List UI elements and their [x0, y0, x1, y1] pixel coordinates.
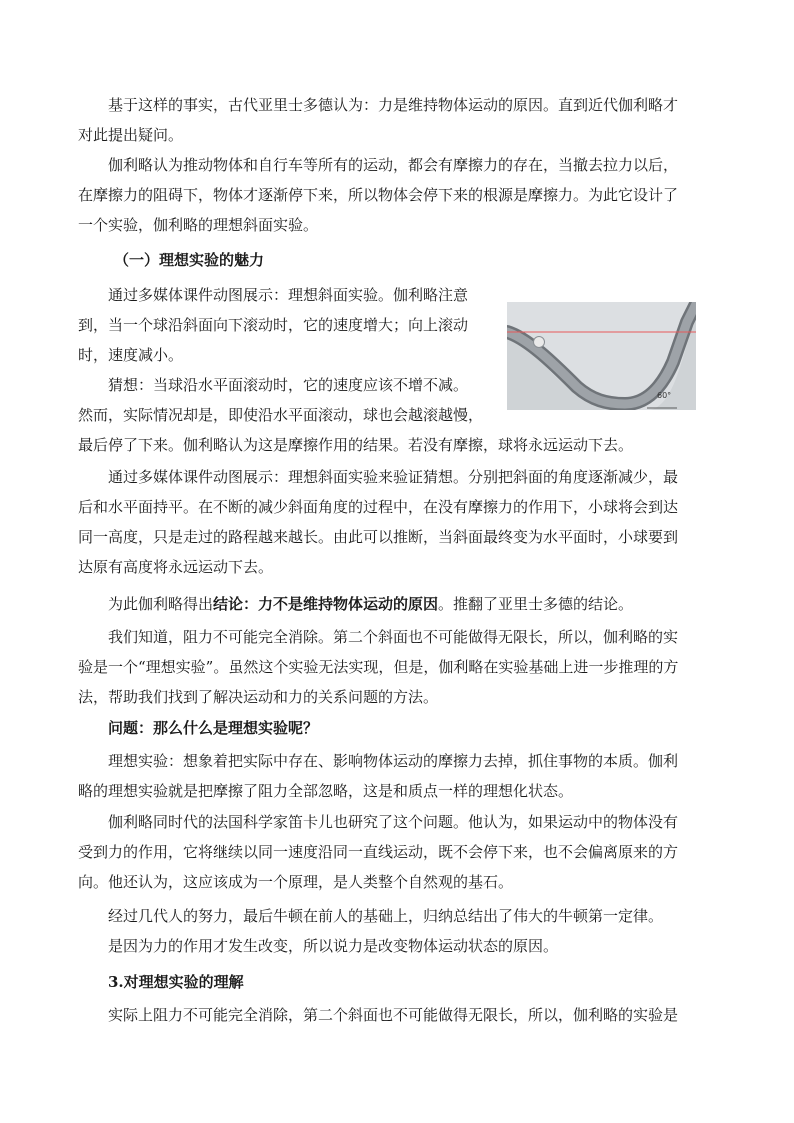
ideal-incline-figure	[507, 302, 696, 410]
angle-label: 60°	[657, 391, 672, 400]
section-heading-understanding: 3.对理想实验的理解	[108, 973, 244, 991]
text-line: 通过多媒体课件动图展示：理想斜面实验。伽利略注意	[108, 286, 469, 304]
text-line: 验是一个“理想实验”。虽然这个实验无法实现，但是，伽利略在实验基础上进一步推理的方	[78, 658, 679, 676]
question-heading: 问题：那么什么是理想实验呢？	[108, 719, 319, 737]
conclusion-bold: 结论：力不是维持物体运动的原因	[213, 595, 439, 613]
paragraph-ideal-experiment-note	[78, 622, 718, 712]
text-line: 实际上阻力不可能完全消除，第二个斜面也不可能做得无限长，所以，伽利略的实验是	[108, 1006, 679, 1024]
conclusion-prefix: 为此伽利略得出	[108, 595, 214, 613]
paragraph-galileo-friction	[78, 150, 718, 240]
paragraph-verification	[78, 462, 718, 582]
text-line: 到，当一个球沿斜面向下滚动时，它的速度增大；向上滚动	[78, 316, 469, 334]
text-line: 猜想：当球沿水平面滚动时，它的速度应该不增不减。	[108, 376, 469, 394]
text-line: 伽利略认为推动物体和自行车等所有的运动，都会有摩擦力的存在，当撤去拉力以后，	[108, 156, 679, 174]
text-line: 基于这样的事实，古代亚里士多德认为：力是维持物体运动的原因。直到近代伽利略才	[108, 96, 679, 114]
rolling-ball	[534, 337, 545, 348]
text-line: 在摩擦力的阻碍下，物体才逐渐停下来，所以物体会停下来的根源是摩擦力。为此它设计了	[78, 186, 679, 204]
paragraph-newton	[78, 901, 718, 931]
conclusion-suffix: 。推翻了亚里士多德的结论。	[438, 595, 634, 613]
text-line: 同一高度，只是走过的路程越来越长。由此可以推断，当斜面最终变为水平面时，小球要到	[78, 528, 679, 546]
text-line: 最后停了下来。伽利略认为这是摩擦作用的结果。若没有摩擦，球将永远运动下去。	[78, 436, 634, 454]
incline-diagram	[507, 302, 696, 410]
text-line: 对此提出疑问。	[78, 126, 184, 144]
text-line: 然而，实际情况却是，即使沿水平面滚动，球也会越滚越慢，	[78, 406, 484, 424]
text-line: 通过多媒体课件动图展示：理想斜面实验来验证猜想。分别把斜面的角度逐渐减少，最	[108, 468, 679, 486]
text-line: 理想实验：想象着把实际中存在、影响物体运动的摩擦力去掉，抓住事物的本质。伽利	[108, 752, 679, 770]
text-line: 法，帮助我们找到了解决运动和力的关系问题的方法。	[78, 688, 439, 706]
paragraph-ideal-experiment-definition	[78, 746, 718, 806]
text-line	[78, 589, 718, 619]
text-line: 略的理想实验就是把摩擦了阻力全部忽略，这是和质点一样的理想化状态。	[78, 782, 574, 800]
paragraph-descartes	[78, 807, 718, 897]
text-line: 伽利略同时代的法国科学家笛卡儿也研究了这个问题。他认为，如果运动中的物体没有	[108, 813, 679, 831]
paragraph-multimedia-demo	[78, 280, 498, 370]
text-line: 是因为力的作用才发生改变，所以说力是改变物体运动状态的原因。	[108, 937, 559, 955]
text-line: 我们知道，阻力不可能完全消除。第二个斜面也不可能做得无限长，所以，伽利略的实	[108, 628, 679, 646]
paragraph-force-change	[78, 931, 718, 961]
text-line: 向。他还认为，这应该成为一个原理，是人类整个自然观的基石。	[78, 873, 514, 891]
text-line: 受到力的作用，它将继续以同一速度沿同一直线运动，既不会停下来，也不会偏离原来的方	[78, 843, 679, 861]
text-line: 达原有高度将永远运动下去。	[78, 558, 274, 576]
paragraph-conclusion	[78, 589, 718, 619]
text-line: 后和水平面持平。在不断的减少斜面角度的过程中，在没有摩擦力的作用下，小球将会到达	[78, 498, 679, 516]
text-line: 经过几代人的努力，最后牛顿在前人的基础上，归纳总结出了伟大的牛顿第一定律。	[108, 907, 664, 925]
paragraph-aristotle	[78, 90, 718, 150]
text-line: 时，速度减小。	[78, 346, 184, 364]
paragraph-understanding	[78, 1000, 718, 1030]
text-line: 一个实验，伽利略的理想斜面实验。	[78, 216, 319, 234]
section-heading-ideal-experiment: （一）理想实验的魅力	[114, 251, 265, 269]
